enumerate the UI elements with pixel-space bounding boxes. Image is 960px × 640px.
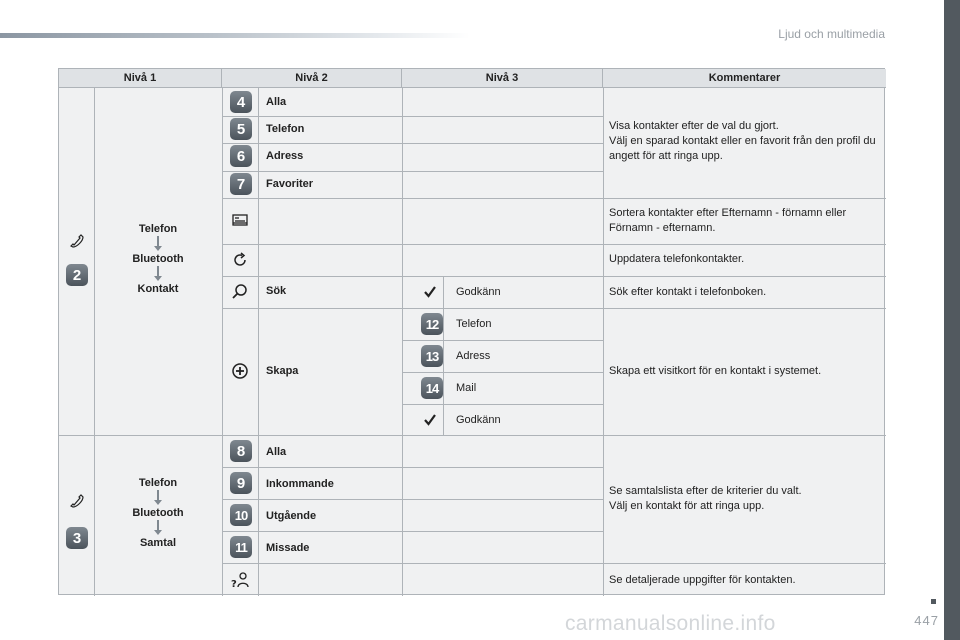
column-header-comments: Kommentarer (603, 69, 886, 88)
create-item-telefon[interactable]: Telefon (456, 318, 492, 330)
checkmark-icon[interactable] (418, 408, 442, 432)
create-item-godkann[interactable]: Godkänn (456, 414, 501, 426)
callout-badge-14: 14 (421, 377, 443, 399)
callout-badge-3: 3 (66, 527, 88, 549)
comment-search: Sök efter kontakt i telefonboken. (609, 286, 767, 298)
comment-update: Uppdatera telefonkontakter. (609, 253, 745, 265)
callout-badge-11: 11 (230, 536, 252, 558)
comment-call-filter: Se samtalslista efter de kriterier du valt. Välj en kontakt för att ringa upp. (609, 485, 802, 512)
comment-details: Se detaljerade uppgifter för kontakten. (609, 574, 796, 586)
callout-badge-6: 6 (230, 145, 252, 167)
refresh-icon[interactable] (228, 248, 252, 272)
contact-details-icon[interactable] (228, 568, 252, 592)
menu-item-alla[interactable]: Alla (266, 96, 287, 108)
menu-item-utgaende[interactable]: Utgående (266, 510, 317, 522)
navigation-path-contacts: Telefon Bluetooth Kontakt (108, 223, 208, 295)
phone-icon (65, 229, 89, 253)
menu-item-inkommande[interactable]: Inkommande (266, 478, 334, 490)
navigation-path-calls: Telefon Bluetooth Samtal (108, 477, 208, 549)
menu-item-telefon[interactable]: Telefon (266, 123, 305, 135)
page-marker (931, 599, 936, 604)
column-header-level-1: Nivå 1 (59, 69, 222, 88)
column-header-level-3: Nivå 3 (402, 69, 603, 88)
add-icon[interactable] (228, 359, 252, 383)
section-title: Ljud och multimedia (778, 27, 885, 41)
callout-badge-5: 5 (230, 118, 252, 140)
menu-item-adress[interactable]: Adress (266, 150, 304, 162)
create-item-mail[interactable]: Mail (456, 382, 477, 394)
menu-item-skapa[interactable]: Skapa (266, 365, 299, 377)
callout-badge-2: 2 (66, 264, 88, 286)
create-item-adress[interactable]: Adress (456, 350, 491, 362)
menu-table (58, 68, 885, 595)
page-number: 447 (914, 613, 939, 628)
callout-badge-10: 10 (230, 504, 252, 526)
callout-badge-12: 12 (421, 313, 443, 335)
menu-item-sok[interactable]: Sök (266, 285, 287, 297)
menu-item-missade[interactable]: Missade (266, 542, 310, 554)
callout-badge-4: 4 (230, 91, 252, 113)
side-bar (944, 0, 960, 640)
comment-sort: Sortera kontakter efter Efternamn - förnamn eller Förnamn - efternamn. (609, 207, 847, 234)
callout-badge-13: 13 (421, 345, 443, 367)
search-icon[interactable] (228, 280, 252, 304)
phone-icon (65, 489, 89, 513)
header-gradient-bar (0, 33, 470, 38)
callout-badge-7: 7 (230, 173, 252, 195)
watermark: carmanualsonline.info (565, 612, 776, 635)
comment-contact-filter: Visa kontakter efter de val du gjort. Välj en sparad kontakt eller en favorit från den profil du angett för att ringa upp. (609, 120, 876, 162)
menu-item-alla-calls[interactable]: Alla (266, 446, 287, 458)
callout-badge-8: 8 (230, 440, 252, 462)
column-header-level-2: Nivå 2 (222, 69, 402, 88)
search-confirm-label: Godkänn (456, 286, 501, 298)
checkmark-icon[interactable] (418, 280, 442, 304)
sort-icon[interactable] (228, 208, 252, 232)
svg-text:?: ? (231, 579, 237, 590)
callout-badge-9: 9 (230, 472, 252, 494)
comment-create: Skapa ett visitkort för en kontakt i systemet. (609, 365, 822, 377)
menu-item-favoriter[interactable]: Favoriter (266, 178, 314, 190)
